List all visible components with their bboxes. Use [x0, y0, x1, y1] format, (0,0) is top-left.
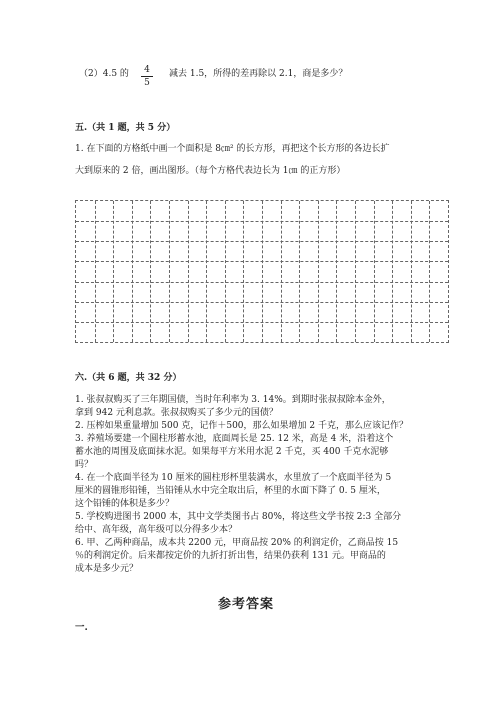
section-6-line: ％的利润定价。后来都按定价的九折打折出售，结果仍获利 131 元。甲商品的 [75, 551, 386, 561]
grid-line-vertical [188, 201, 189, 342]
grid-line-vertical [169, 201, 170, 342]
grid-line-vertical [262, 201, 263, 342]
fraction-bar [141, 76, 153, 77]
question-2-suffix: 减去 1.5，所得的差再除以 2.1，商是多少？ [169, 69, 348, 79]
section-6-line: 成本是多少元？ [75, 564, 139, 574]
grid-line-vertical [150, 201, 151, 342]
fraction-denominator: 5 [144, 78, 150, 88]
grid-line-vertical [411, 201, 412, 342]
question-2-prefix: （2）4.5 的 [79, 69, 129, 79]
section-5-question-1-line-1: 1. 在下面的方格纸中画一个面积是 8㎝² 的长方形，再把这个长方形的各边长扩 [75, 144, 390, 154]
grid-line-vertical [392, 201, 393, 342]
section-6-line: 给中、高年级，高年级可以分得多少本？ [75, 525, 238, 535]
question-2 [79, 68, 129, 81]
grid-line-vertical [243, 201, 244, 342]
square-grid-paper[interactable] [75, 200, 449, 343]
grid-line-horizontal [76, 282, 448, 283]
grid-line-vertical [113, 201, 114, 342]
section-6-line: 蓄水池的周围及底面抹水泥。如果每平方米用水泥 2 千克，买 400 千克水泥够 [75, 447, 389, 457]
grid-line-horizontal [76, 322, 448, 323]
grid-line-vertical [95, 201, 96, 342]
section-5-question-1-line-2: 大到原来的 2 倍，画出图形。（每个方格代表边长为 1㎝ 的正方形） [75, 166, 346, 176]
grid-line-vertical [132, 201, 133, 342]
section-6-line: 拿到 942 元利息款。张叔叔购买了多少元的国债？ [75, 408, 278, 418]
fraction [141, 65, 153, 88]
section-6-line: 6. 甲、乙两种商品，成本共 2200 元，甲商品按 20% 的利润定价，乙商品按 15 [75, 538, 399, 548]
grid-line-vertical [206, 201, 207, 342]
grid-line-vertical [225, 201, 226, 342]
grid-line-vertical [299, 201, 300, 342]
answer-key-title: 参考答案 [218, 597, 275, 612]
section-6-line: 2. 压榨如果重量增加 500 克，记作＋500，那么如果增加 2 千克，那么应该记作？ [75, 421, 408, 431]
section-6-line: 这个铅锤的体积是多少？ [75, 499, 175, 509]
grid-line-vertical [336, 201, 337, 342]
section-6-line: 厘米的圆锥形铅锤，当铅锤从水中完全取出后，杯里的水面下降了 0. 5 厘米， [75, 486, 386, 496]
section-5-heading: 五.（共 1 题，共 5 分） [75, 123, 176, 133]
section-6-questions [75, 394, 408, 576]
grid-line-vertical [281, 201, 282, 342]
grid-line-vertical [374, 201, 375, 342]
grid-line-vertical [429, 201, 430, 342]
grid-line-horizontal [76, 302, 448, 303]
grid-line-vertical [318, 201, 319, 342]
grid-line-vertical [355, 201, 356, 342]
section-6-line: 3. 养殖场要建一个圆柱形蓄水池，底面周长是 25. 12 米，高是 4 米，沿着这个 [75, 434, 394, 444]
section-6-heading: 六.（共 6 题，共 32 分） [75, 373, 182, 383]
section-6-line: 5. 学校购进图书 2000 本，其中文学类图书占 80%，将这些文学书按 2:3 全部分 [75, 512, 402, 522]
grid-line-horizontal [76, 241, 448, 242]
section-6-line: 1. 张叔叔购买了三年期国债，当时年利率为 3. 14%。到期时张叔叔除本金外， [75, 395, 391, 405]
answer-section-1: 一. [75, 622, 88, 633]
grid-line-horizontal [76, 221, 448, 222]
section-6-line: 吗？ [75, 460, 94, 470]
section-6-line: 4. 在一个底面半径为 10 厘米的圆柱形杯里装满水，水里放了一个底面半径为 5 [75, 473, 392, 483]
fraction-numerator: 4 [144, 65, 150, 75]
grid-line-horizontal [76, 261, 448, 262]
